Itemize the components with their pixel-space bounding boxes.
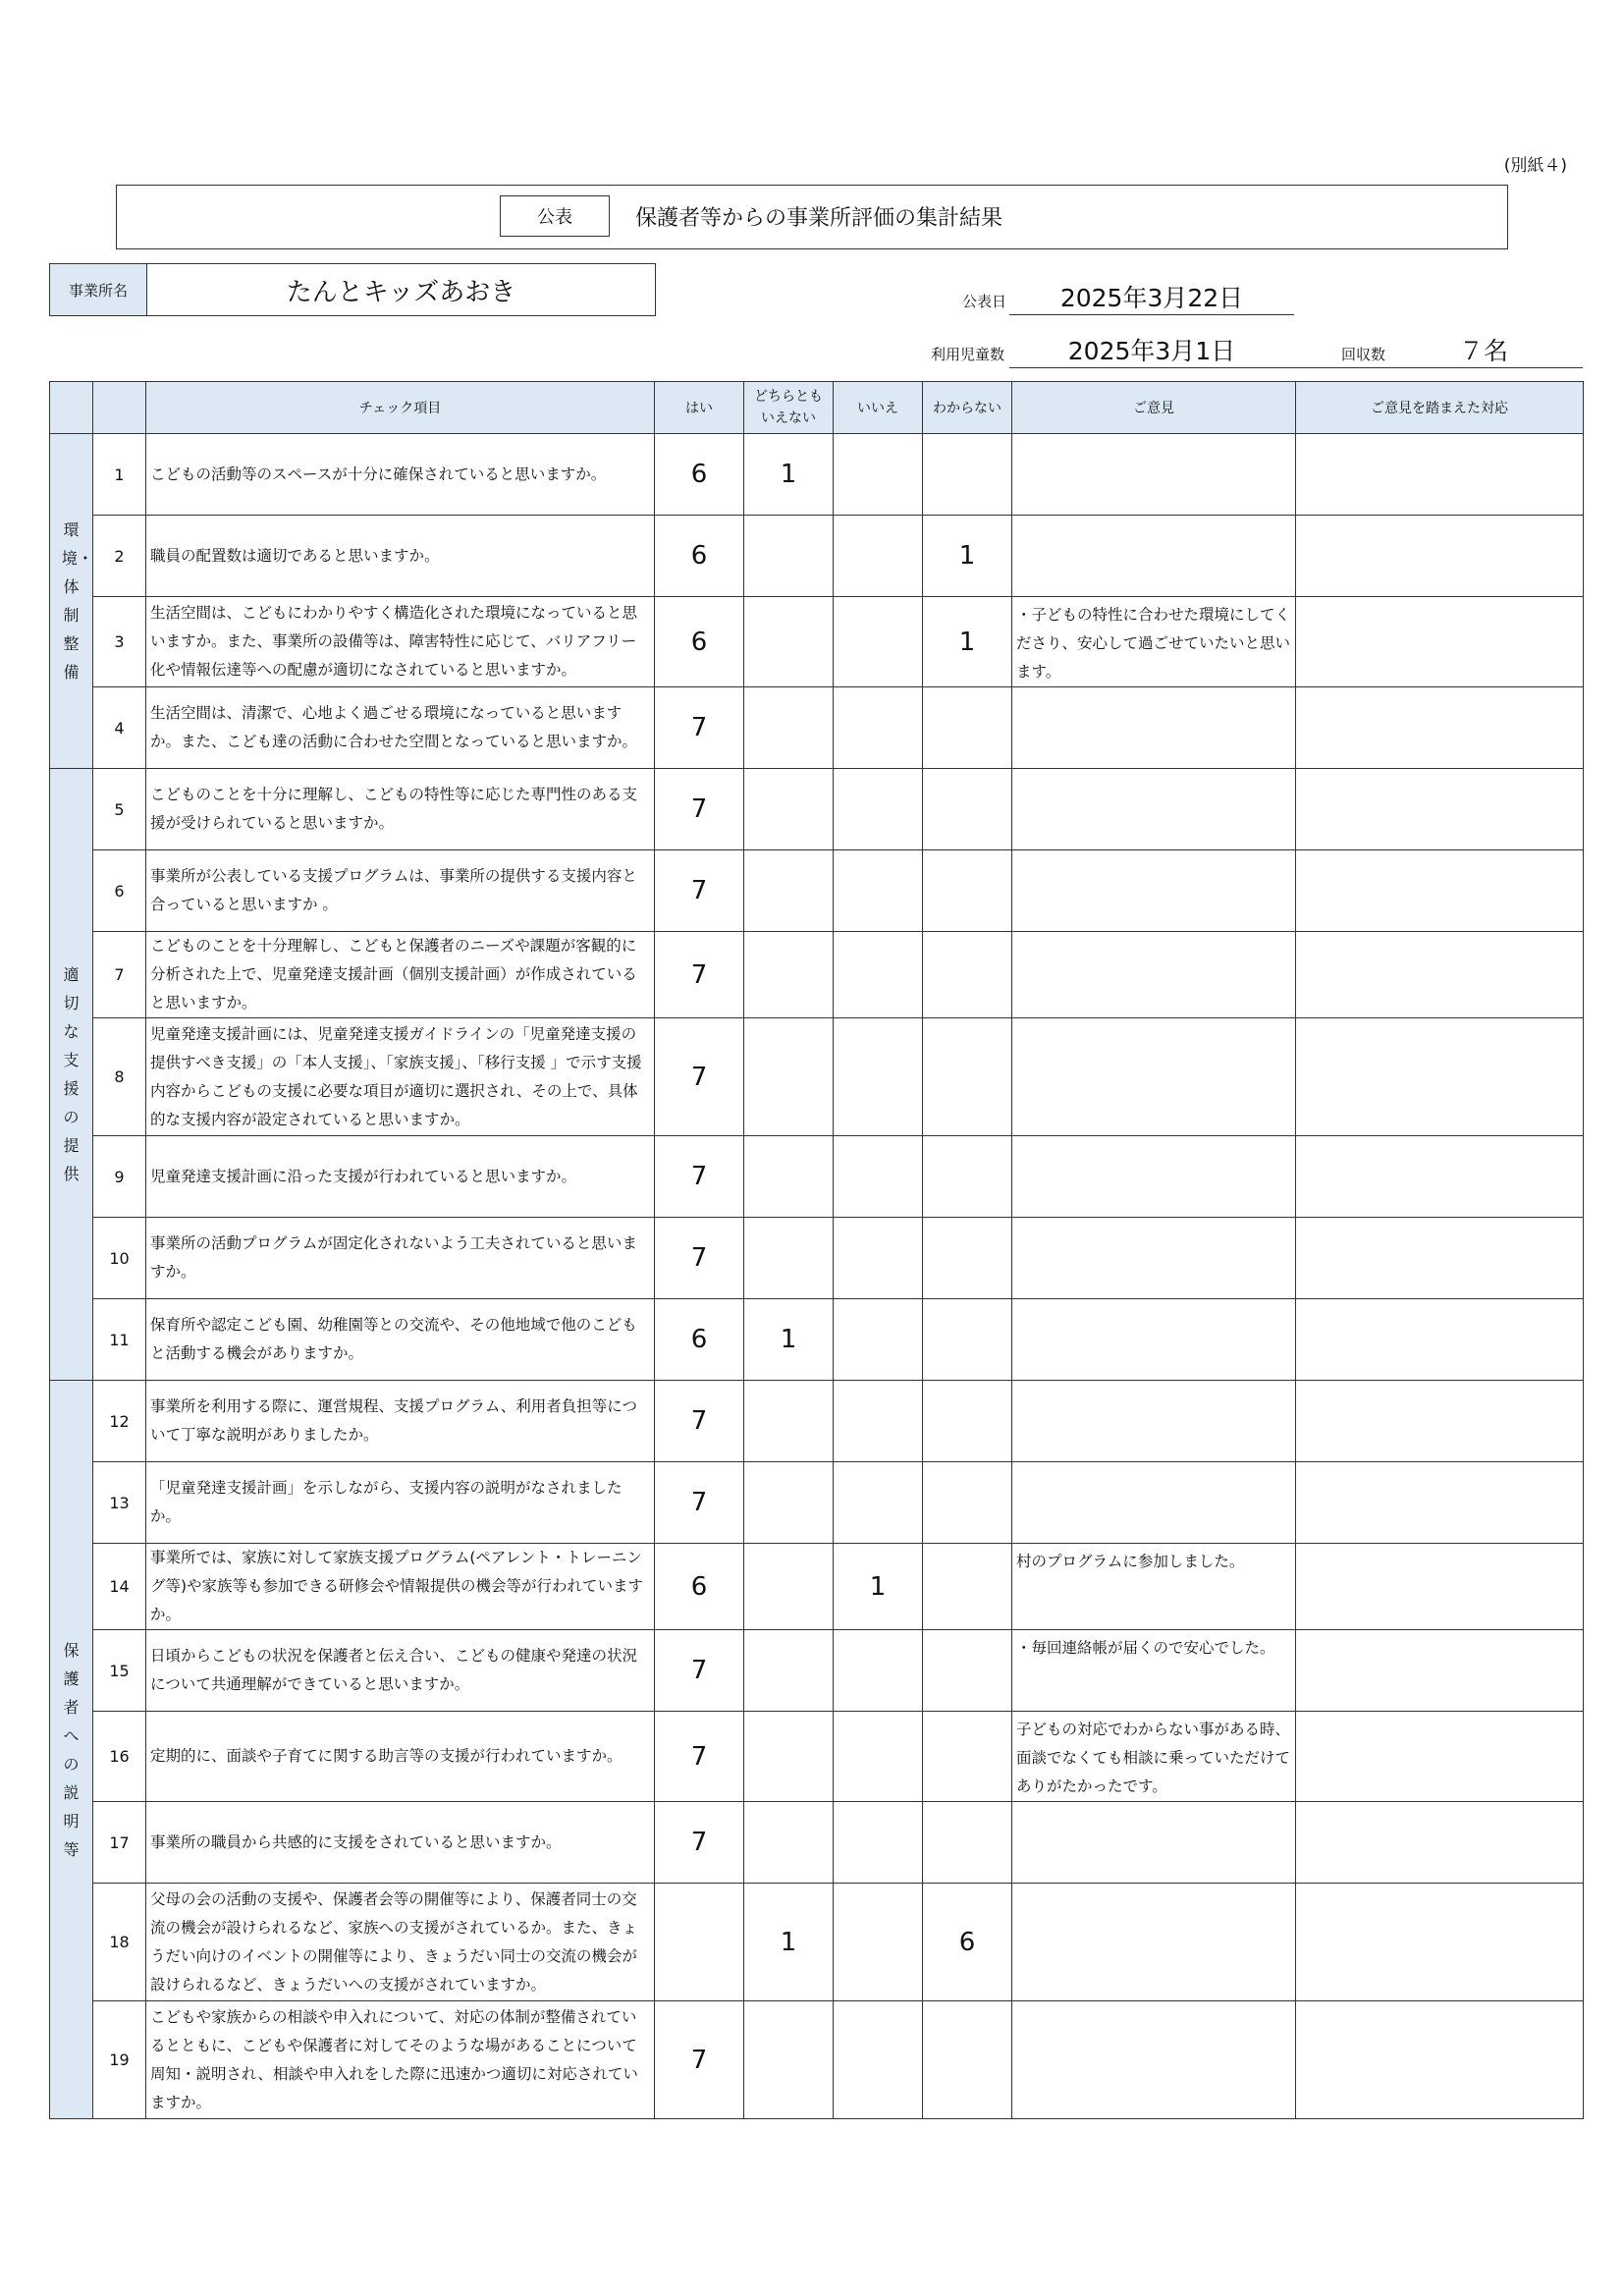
office-label: 事業所名: [50, 264, 147, 315]
count-unknown: [923, 1299, 1012, 1381]
row-number: 12: [93, 1381, 146, 1462]
opinion-cell: [1012, 1381, 1296, 1462]
count-no: [834, 2001, 923, 2119]
table-row: [50, 1544, 1584, 1630]
response-cell: [1296, 1381, 1584, 1462]
table-row: [50, 1136, 1584, 1218]
response-cell: [1296, 1884, 1584, 2001]
count-unknown: [923, 1630, 1012, 1712]
office-name: たんとキッズあおき: [286, 277, 516, 307]
count-unknown: [923, 2001, 1012, 2119]
count-yes: 6: [655, 434, 744, 516]
count-neither: [744, 1712, 834, 1802]
row-number: 13: [93, 1462, 146, 1544]
opinion-cell: 子どもの対応でわからない事がある時、面談でなくても相談に乗っていただけてありがたかったです。: [1012, 1712, 1296, 1802]
count-unknown: [923, 1712, 1012, 1802]
count-no: [834, 769, 923, 850]
opinion-cell: [1012, 1802, 1296, 1884]
table-row: [50, 1712, 1584, 1802]
check-item-text: 児童発達支援計画に沿った支援が行われていると思いますか。: [146, 1136, 655, 1218]
count-no: [834, 1381, 923, 1462]
response-cell: [1296, 1299, 1584, 1381]
response-cell: [1296, 434, 1584, 516]
count-neither: [744, 687, 834, 769]
check-item-text: 生活空間は、清潔で、心地よく過ごせる環境になっていると思いますか。また、こども達の活動に合わせた空間となっていると思いますか。: [146, 687, 655, 769]
check-item-text: こどもや家族からの相談や申入れについて、対応の体制が整備されているとともに、こどもや保護者に対してそのような場があることについて周知・説明され、相談や申入れをした際に迅速かつ適切に対応されていますか。: [146, 2001, 655, 2119]
row-number: 8: [93, 1018, 146, 1136]
header-check-item: チェック項目: [146, 382, 655, 434]
table-row: [50, 1299, 1584, 1381]
count-neither: [744, 769, 834, 850]
response-cell: [1296, 1630, 1584, 1712]
opinion-cell: [1012, 516, 1296, 597]
row-number: 15: [93, 1630, 146, 1712]
count-neither: [744, 2001, 834, 2119]
response-cell: [1296, 769, 1584, 850]
category-cell: [50, 769, 93, 1381]
category-cell: [50, 434, 93, 769]
evaluation-table: [49, 381, 1584, 2119]
category-cell: [50, 1381, 93, 2119]
check-item-text: こどものことを十分に理解し、こどもの特性等に応じた専門性のある支援が受けられていると思いますか。: [146, 769, 655, 850]
count-unknown: 1: [923, 597, 1012, 687]
check-item-text: 「児童発達支援計画」を示しながら、支援内容の説明がなされましたか。: [146, 1462, 655, 1544]
count-neither: [744, 1381, 834, 1462]
response-cell: [1296, 1018, 1584, 1136]
count-no: [834, 1136, 923, 1218]
count-yes: 7: [655, 850, 744, 932]
row-number: 17: [93, 1802, 146, 1884]
count-unknown: [923, 1218, 1012, 1299]
publish-date-value: 2025年3月22日: [1009, 279, 1294, 315]
opinion-cell: [1012, 1299, 1296, 1381]
count-no: [834, 1462, 923, 1544]
header-category: [50, 382, 93, 434]
opinion-cell: [1012, 850, 1296, 932]
title-box: [116, 185, 1508, 249]
count-unknown: 1: [923, 516, 1012, 597]
table-row: [50, 932, 1584, 1018]
header-no: いいえ: [834, 382, 923, 434]
count-neither: [744, 1544, 834, 1630]
check-item-text: こどものことを十分理解し、こどもと保護者のニーズや課題が客観的に分析された上で、児童発達支援計画（個別支援計画）が作成されていると思いますか。: [146, 932, 655, 1018]
table-row: [50, 1884, 1584, 2001]
response-cell: [1296, 1802, 1584, 1884]
count-no: [834, 932, 923, 1018]
check-item-text: 生活空間は、こどもにわかりやすく構造化された環境になっていると思いますか。また、事業所の設備等は、障害特性に応じて、バリアフリー化や情報伝達等への配慮が適切になされていると思いますか。: [146, 597, 655, 687]
count-no: [834, 850, 923, 932]
count-no: [834, 434, 923, 516]
table-row: [50, 1381, 1584, 1462]
count-yes: 7: [655, 1136, 744, 1218]
count-yes: 6: [655, 516, 744, 597]
response-cell: [1296, 1462, 1584, 1544]
count-neither: [744, 1136, 834, 1218]
count-unknown: [923, 932, 1012, 1018]
table-row: [50, 687, 1584, 769]
response-cell: [1296, 516, 1584, 597]
children-count-label: 利用児童数: [931, 346, 1005, 363]
count-yes: 7: [655, 1018, 744, 1136]
opinion-cell: [1012, 1136, 1296, 1218]
response-cell: [1296, 1136, 1584, 1218]
returns-value: ７名: [1294, 332, 1583, 368]
check-item-text: こどもの活動等のスペースが十分に確保されていると思いますか。: [146, 434, 655, 516]
count-unknown: [923, 850, 1012, 932]
count-no: [834, 1218, 923, 1299]
count-neither: 1: [744, 1299, 834, 1381]
annex-label: (別紙４): [1503, 156, 1567, 176]
count-yes: 6: [655, 1544, 744, 1630]
office-box: [49, 263, 656, 316]
table-row: [50, 434, 1584, 516]
count-no: [834, 687, 923, 769]
category-label: 環境・体制整備: [61, 520, 93, 682]
row-number: 6: [93, 850, 146, 932]
count-no: [834, 1802, 923, 1884]
count-unknown: [923, 769, 1012, 850]
count-yes: 7: [655, 1218, 744, 1299]
count-neither: 1: [744, 1884, 834, 2001]
count-unknown: 6: [923, 1884, 1012, 2001]
count-unknown: [923, 1381, 1012, 1462]
opinion-cell: ・子どもの特性に合わせた環境にしてくださり、安心して過ごせていたいと思います。: [1012, 597, 1296, 687]
opinion-cell: [1012, 932, 1296, 1018]
header-yes: はい: [655, 382, 744, 434]
count-no: [834, 1712, 923, 1802]
check-item-text: 事業所では、家族に対して家族支援プログラム(ペアレント・トレーニング等)や家族等も参加できる研修会や情報提供の機会等が行われていますか。: [146, 1544, 655, 1630]
table-row: [50, 516, 1584, 597]
check-item-text: 事業所の職員から共感的に支援をされていると思いますか。: [146, 1802, 655, 1884]
check-item-text: 事業所が公表している支援プログラムは、事業所の提供する支援内容と合っていると思いますか 。: [146, 850, 655, 932]
row-number: 9: [93, 1136, 146, 1218]
count-yes: 7: [655, 769, 744, 850]
table-row: [50, 597, 1584, 687]
count-unknown: [923, 1136, 1012, 1218]
opinion-cell: ・毎回連絡帳が届くので安心でした。: [1012, 1630, 1296, 1712]
check-item-text: 児童発達支援計画には、児童発達支援ガイドラインの「児童発達支援の提供すべき支援」の「本人支援」、「家族支援」、「移行支援 」で示す支援内容からこどもの支援に必要な項目が適切に選択され、その上で、具体的な支援内容が設定されていると思いますか。: [146, 1018, 655, 1136]
count-yes: 7: [655, 2001, 744, 2119]
table-row: [50, 1462, 1584, 1544]
count-unknown: [923, 1462, 1012, 1544]
opinion-cell: [1012, 1462, 1296, 1544]
opinion-cell: [1012, 1018, 1296, 1136]
table-row: [50, 1218, 1584, 1299]
table-row: [50, 850, 1584, 932]
response-cell: [1296, 2001, 1584, 2119]
row-number: 10: [93, 1218, 146, 1299]
check-item-text: 事業所を利用する際に、運営規程、支援プログラム、利用者負担等について丁寧な説明がありましたか。: [146, 1381, 655, 1462]
count-no: [834, 1884, 923, 2001]
page-title: 保護者等からの事業所評価の集計結果: [635, 205, 1003, 231]
table-row: [50, 2001, 1584, 2119]
opinion-cell: [1012, 687, 1296, 769]
count-yes: 7: [655, 1802, 744, 1884]
row-number: 14: [93, 1544, 146, 1630]
row-number: 7: [93, 932, 146, 1018]
check-item-text: 父母の会の活動の支援や、保護者会等の開催等により、保護者同士の交流の機会が設けられるなど、家族への支援がされているか。また、きょうだい向けのイベントの開催等により、きょうだい同士の交流の機会が設けられるなど、きょうだいへの支援がされていますか。: [146, 1884, 655, 2001]
response-cell: [1296, 687, 1584, 769]
check-item-text: 事業所の活動プログラムが固定化されないよう工夫されていると思いますか。: [146, 1218, 655, 1299]
count-neither: [744, 1630, 834, 1712]
row-number: 18: [93, 1884, 146, 2001]
category-label: 適切な支援の提供: [63, 965, 80, 1183]
table-row: [50, 769, 1584, 850]
count-yes: 7: [655, 1712, 744, 1802]
response-cell: [1296, 932, 1584, 1018]
row-number: 11: [93, 1299, 146, 1381]
row-number: 19: [93, 2001, 146, 2119]
opinion-cell: [1012, 2001, 1296, 2119]
count-yes: 6: [655, 1299, 744, 1381]
opinion-cell: [1012, 1218, 1296, 1299]
publish-date-label: 公表日: [962, 293, 1007, 310]
count-yes: 7: [655, 1381, 744, 1462]
count-yes: 7: [655, 1462, 744, 1544]
count-unknown: [923, 1544, 1012, 1630]
header-row: [50, 382, 1584, 434]
response-cell: [1296, 1218, 1584, 1299]
response-cell: [1296, 597, 1584, 687]
check-item-text: 保育所や認定こども園、幼稚園等との交流や、その他地域で他のこどもと活動する機会がありますか。: [146, 1299, 655, 1381]
publish-badge: 公表: [500, 195, 610, 237]
count-no: 1: [834, 1544, 923, 1630]
opinion-cell: [1012, 1884, 1296, 2001]
count-neither: [744, 597, 834, 687]
header-response: ご意見を踏まえた対応: [1296, 382, 1584, 434]
count-neither: [744, 1802, 834, 1884]
header-unknown: わからない: [923, 382, 1012, 434]
count-yes: [655, 1884, 744, 2001]
count-neither: [744, 1218, 834, 1299]
children-count-date: 2025年3月1日: [1009, 332, 1294, 368]
response-cell: [1296, 850, 1584, 932]
check-item-text: 職員の配置数は適切であると思いますか。: [146, 516, 655, 597]
count-neither: 1: [744, 434, 834, 516]
count-unknown: [923, 1018, 1012, 1136]
count-yes: 7: [655, 687, 744, 769]
count-neither: [744, 516, 834, 597]
count-no: [834, 597, 923, 687]
count-yes: 7: [655, 1630, 744, 1712]
table-row: [50, 1018, 1584, 1136]
table-row: [50, 1802, 1584, 1884]
response-cell: [1296, 1544, 1584, 1630]
count-yes: 7: [655, 932, 744, 1018]
count-neither: [744, 850, 834, 932]
count-unknown: [923, 1802, 1012, 1884]
header-number: [93, 382, 146, 434]
opinion-cell: [1012, 769, 1296, 850]
row-number: 1: [93, 434, 146, 516]
count-neither: [744, 1462, 834, 1544]
row-number: 3: [93, 597, 146, 687]
returns-label: 回収数: [1341, 346, 1386, 363]
count-no: [834, 1018, 923, 1136]
header-neither: どちらとも いえない: [744, 382, 834, 434]
count-neither: [744, 1018, 834, 1136]
count-yes: 6: [655, 597, 744, 687]
count-neither: [744, 932, 834, 1018]
check-item-text: 定期的に、面談や子育てに関する助言等の支援が行われていますか。: [146, 1712, 655, 1802]
row-number: 5: [93, 769, 146, 850]
count-unknown: [923, 434, 1012, 516]
row-number: 2: [93, 516, 146, 597]
row-number: 4: [93, 687, 146, 769]
count-no: [834, 1299, 923, 1381]
opinion-cell: 村のプログラムに参加しました。: [1012, 1544, 1296, 1630]
response-cell: [1296, 1712, 1584, 1802]
count-no: [834, 1630, 923, 1712]
count-no: [834, 516, 923, 597]
check-item-text: 日頃からこどもの状況を保護者と伝え合い、こどもの健康や発達の状況について共通理解ができていると思いますか。: [146, 1630, 655, 1712]
row-number: 16: [93, 1712, 146, 1802]
opinion-cell: [1012, 434, 1296, 516]
category-label: 保護者への説明等: [63, 1640, 80, 1859]
header-opinion: ご意見: [1012, 382, 1296, 434]
count-unknown: [923, 687, 1012, 769]
table-row: [50, 1630, 1584, 1712]
